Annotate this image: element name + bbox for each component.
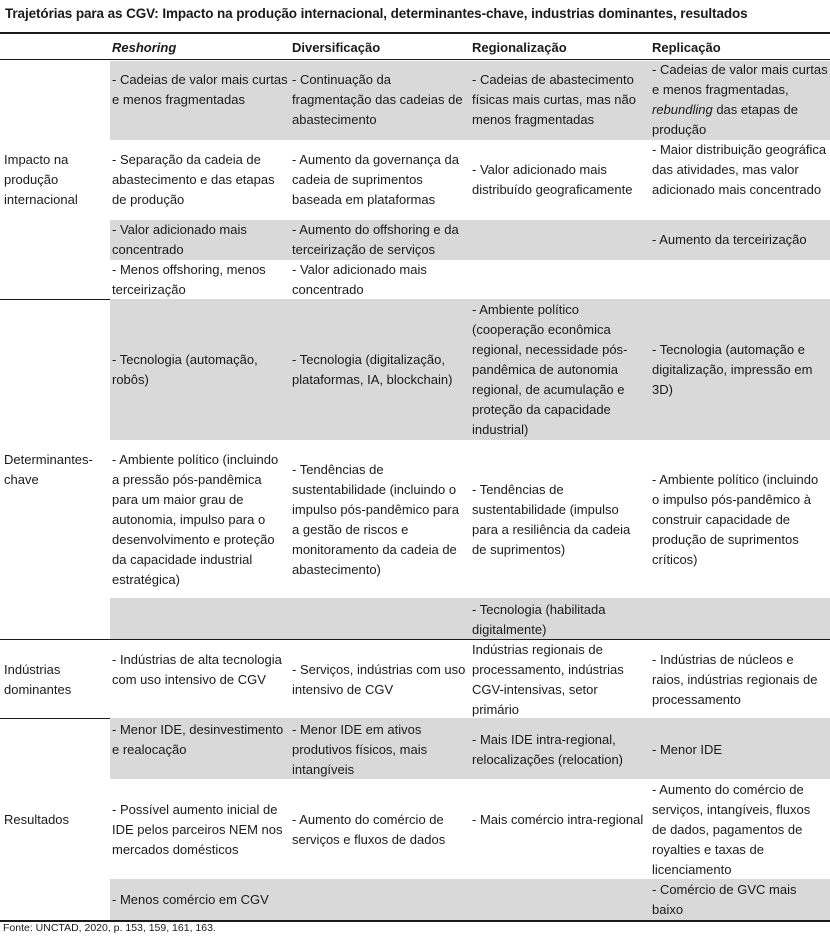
table-cell: - Mais comércio intra-regional bbox=[472, 812, 644, 827]
table-cell: Indústrias regionais de processamento, indústrias CGV-intensivas, setor primário bbox=[472, 642, 624, 717]
row-label: Determinantes-chave bbox=[4, 452, 93, 487]
table-cell: - Comércio de GVC mais baixo bbox=[652, 882, 797, 917]
table-cell: - Tecnologia (digitalização, plataformas, IA, blockchain) bbox=[292, 352, 453, 387]
table-cell: - Serviços, indústrias com uso intensivo de CGV bbox=[292, 662, 466, 697]
table-cell: - Tendências de sustentabilidade (impulso para a resiliência da cadeia de suprimentos) bbox=[472, 482, 631, 557]
group-rule bbox=[0, 639, 830, 640]
table-cell: - Menor IDE bbox=[652, 742, 723, 757]
header-reshoring: Reshoring bbox=[112, 40, 177, 55]
table-cell: - Menos comércio em CGV bbox=[112, 892, 269, 907]
table-cell: - Valor adicionado mais concentrado bbox=[292, 262, 427, 297]
table-cell: - Ambiente político (incluindo a pressão pós-pandêmica para um maior grau de autonomia, impulso para o desenvolvimento e proteção da capacidade industrial estratégica) bbox=[112, 452, 279, 587]
row-label: Indústrias dominantes bbox=[4, 662, 72, 697]
table-cell: - Indústrias de alta tecnologia com uso intensivo de CGV bbox=[112, 652, 282, 687]
table-title: Trajetórias para as CGV: Impacto na produção internacional, determinantes-chave, industrias dominantes, resultados bbox=[5, 6, 748, 21]
table-cell: - Aumento da terceirização bbox=[652, 232, 807, 247]
table-cell: - Tecnologia (habilitada digitalmente) bbox=[472, 602, 606, 637]
table-cell: - Ambiente político (incluindo o impulso pós-pandêmico à construir capacidade de produção de suprimentos críticos) bbox=[652, 472, 819, 567]
table-cell: - Aumento do offshoring e da terceirização de serviços bbox=[292, 222, 459, 257]
table-cell: - Separação da cadeia de abastecimento e das etapas de produção bbox=[112, 152, 275, 207]
table-cell: - Continuação da fragmentação das cadeias de abastecimento bbox=[292, 72, 463, 127]
top-rule bbox=[0, 32, 830, 34]
italic-term: rebundling bbox=[652, 102, 713, 117]
header-regionalizacao: Regionalização bbox=[472, 40, 567, 55]
table-cell: - Indústrias de núcleos e raios, indústrias regionais de processamento bbox=[652, 652, 818, 707]
table-cell: - Valor adicionado mais distribuído geograficamente bbox=[472, 162, 633, 197]
table-cell: - Cadeias de valor mais curtas e menos fragmentadas bbox=[112, 72, 288, 107]
row-label: Impacto na produção internacional bbox=[4, 152, 78, 207]
table-source: Fonte: UNCTAD, 2020, p. 153, 159, 161, 163. bbox=[3, 922, 216, 934]
table-cell: - Menor IDE, desinvestimento e realocação bbox=[112, 722, 284, 757]
table-cell: - Cadeias de abastecimento físicas mais curtas, mas não menos fragmentadas bbox=[472, 72, 636, 127]
table-cell: - Aumento da governança da cadeia de suprimentos baseada em plataformas bbox=[292, 152, 459, 207]
table-cell: - Menos offshoring, menos terceirização bbox=[112, 262, 266, 297]
header-diversificacao: Diversificação bbox=[292, 40, 381, 55]
table-cell: - Valor adicionado mais concentrado bbox=[112, 222, 247, 257]
table-cell: - Maior distribuição geográfica das atividades, mas valor adicionado mais concentrado bbox=[652, 142, 827, 197]
row-label: Resultados bbox=[4, 812, 70, 827]
table-cell: - Mais IDE intra-regional, relocalizações (relocation) bbox=[472, 732, 624, 767]
table-cell: - Aumento do comércio de serviços e fluxos de dados bbox=[292, 812, 446, 847]
table-cell: - Tecnologia (automação, robôs) bbox=[112, 352, 258, 387]
table-header bbox=[0, 36, 830, 61]
table-cell: - Aumento do comércio de serviços, intangíveis, fluxos de dados, pagamentos de royalties e taxas de licenciamento bbox=[652, 782, 811, 877]
header-replicacao: Replicação bbox=[652, 40, 721, 55]
table-cell: - Tendências de sustentabilidade (incluindo o impulso pós-pandêmico para a gestão de riscos e monitoramento da cadeia de abastecimento) bbox=[292, 462, 459, 577]
table-cell: - Cadeias de valor mais curtas e menos fragmentadas, rebundling das etapas de produção bbox=[652, 62, 828, 137]
row-shading bbox=[110, 598, 830, 639]
table-cell: - Menor IDE em ativos produtivos físicos, mais intangíveis bbox=[292, 722, 428, 777]
table-cell: - Ambiente político (cooperação econômica regional, necessidade pós-pandêmica de autonomia regional, de acumulação e proteção da capacidade industrial) bbox=[472, 302, 628, 437]
table-cell: - Tecnologia (automação e digitalização, impressão em 3D) bbox=[652, 342, 813, 397]
table-cell: - Possível aumento inicial de IDE pelos parceiros NEM nos mercados domésticos bbox=[112, 802, 283, 857]
